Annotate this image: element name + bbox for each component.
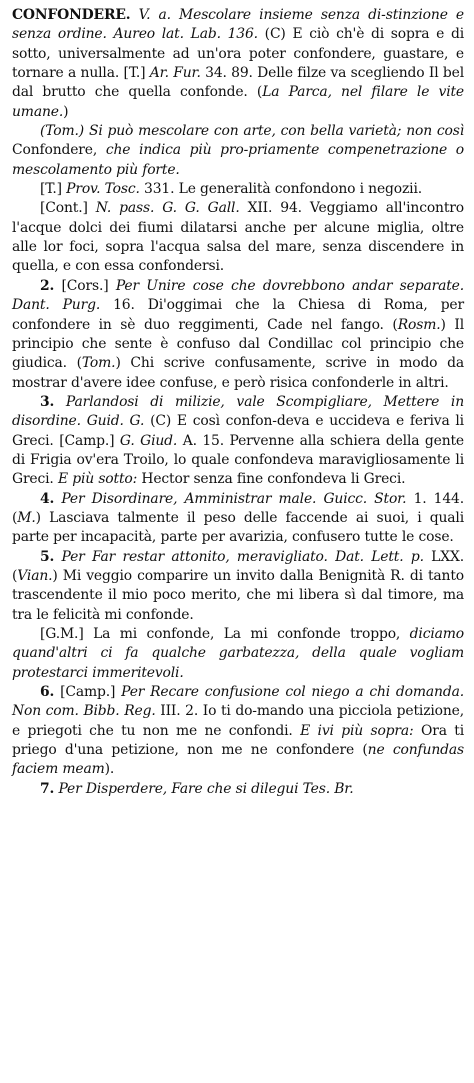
- sense-number: 2.: [40, 277, 55, 294]
- text-run: Per Disordinare, Amministrar male. Guicc. Stor.: [54, 490, 407, 507]
- text-run: LXX. (: [12, 548, 464, 584]
- text-run: M.: [17, 509, 36, 526]
- text-run: Per Disperdere, Fare che si dilegui Tes. Br.: [54, 780, 354, 797]
- text-run: Per Unire cose che dovrebbono andar separate. Dant. Purg.: [12, 277, 464, 314]
- text-run: ) Chi scrive confusamente, scrive in modo da mostrar d'avere idee confuse, e però risica confonderle in altri.: [12, 355, 464, 391]
- text-run: ) Mi veggio comparire un invito dalla Benignità R. di tanto trascendente il mio poco merito, che mi libera sì dal timore, ma tra le felicità mi confonde.: [12, 567, 464, 623]
- text-run: V. a. Mescolare insieme senza di-stinzione e senza ordine. Aureo lat. Lab. 136.: [12, 7, 464, 43]
- text-run: Vian.: [17, 567, 53, 584]
- sense-paragraph: [12, 548, 464, 625]
- text-run: diciamo quand'altri ci fa qualche garbatezza, della quale vogliam protestarci immeritevoli.: [12, 626, 464, 681]
- text-run: ).: [104, 761, 115, 778]
- text-run: Ar. Fur.: [149, 65, 201, 82]
- sense-paragraph: [12, 780, 464, 799]
- text-run: La Parca, nel filare le vite umane.: [12, 84, 464, 120]
- sense-paragraph: [12, 199, 464, 276]
- sense-paragraph: [12, 180, 464, 199]
- text-run: ): [63, 103, 69, 120]
- dictionary-entry: [12, 6, 464, 799]
- text-run: III. 2. Io ti do-mando una picciola petizione, e priegoti che tu non me ne confondi.: [12, 703, 464, 739]
- text-run: Ora ti priego d'una petizione, non me ne confondere (: [12, 722, 464, 759]
- text-run: Parlandosi di milizie, vale Scompigliare, Mettere in disordine. Guid. G.: [12, 393, 464, 430]
- sense-paragraph: [12, 625, 464, 683]
- text-run: [Cont.]: [40, 200, 96, 217]
- text-run: XII. 94. Veggiamo all'incontro l'acque dolci dei fiumi dilatarsi anche per alcune miglia, oltre alle lor foci, sopra l'acqua salsa del mare, senza discendere in quella, e con essa confondersi.: [12, 200, 464, 275]
- text-run: G. Giud.: [119, 432, 178, 449]
- text-run: E più sotto:: [57, 471, 138, 488]
- sense-paragraph: [12, 122, 464, 180]
- text-run: 16. Di'oggimai che la Chiesa di Roma, per confondere in sè duo reggimenti, Cade nel fango. (: [12, 297, 464, 333]
- headword-paragraph: [12, 6, 464, 122]
- text-run: [T.]: [40, 181, 67, 198]
- sense-paragraph: [12, 393, 464, 490]
- sense-number: 5.: [40, 548, 55, 565]
- text-run: ) Il principio che sente è confuso dal Condillac col principio che giudica. (: [12, 316, 465, 372]
- text-run: Hector senza fine confondeva li Greci.: [137, 471, 406, 488]
- text-run: ne confundas faciem meam: [12, 742, 464, 778]
- sense-paragraph: [12, 683, 464, 780]
- text-run: E ivi più sopra:: [300, 722, 414, 739]
- headword: CONFONDERE.: [12, 7, 131, 23]
- text-run: Confondere,: [12, 142, 106, 159]
- sense-number: 3.: [40, 393, 55, 410]
- text-run: [Cors.]: [54, 277, 116, 294]
- text-run: (C) E così confon-deva e uccideva e feriva li Greci. [Camp.]: [12, 413, 464, 449]
- text-run: Tom.: [81, 355, 116, 372]
- text-run: Si può mescolare con arte, con bella varietà; non così: [84, 123, 464, 140]
- text-run: che indica più pro-priamente compenetrazione o mescolamento più forte.: [12, 142, 464, 178]
- text-run: (C) E ciò ch'è di sopra e di sotto, universalmente ad un'ora poter confondere, guastare, e tornare a nulla. [T.]: [12, 26, 464, 82]
- text-run: (Tom.): [40, 123, 85, 140]
- sense-number: 7.: [40, 780, 55, 797]
- text-run: 34. 89. Delle filze va scegliendo Il bel dal brutto che quella confonde. (: [12, 65, 464, 101]
- text-run: Rosm.: [397, 316, 441, 333]
- sense-number: 4.: [40, 490, 55, 507]
- text-run: ) Lasciava talmente il peso delle faccende ai suoi, i quali parte per incapacità, parte per avarizia, confusero tutte le cose.: [12, 509, 464, 546]
- text-run: [Camp.]: [54, 684, 122, 701]
- sense-paragraph: [12, 490, 464, 548]
- text-run: A. 15. Pervenne alla schiera della gente di Frigia ov'era Troilo, lo quale confondeva maravigliosamente li Greci.: [12, 432, 465, 488]
- text-run: Per Far restar attonito, meravigliato. Dat. Lett. p.: [54, 548, 424, 565]
- text-run: N. pass. G. G. Gall.: [95, 200, 240, 217]
- sense-number: 6.: [40, 684, 55, 701]
- text-run: Per Recare confusione col niego a chi domanda. Non com. Bibb. Reg.: [12, 684, 464, 720]
- text-run: Prov. Tosc.: [66, 181, 140, 198]
- text-run: 1. 144. (: [12, 490, 465, 526]
- text-run: 331. Le generalità confondono i negozii.: [139, 181, 423, 198]
- text-run: [G.M.] La mi confonde, La mi confonde troppo,: [40, 626, 410, 642]
- sense-paragraph: [12, 277, 464, 393]
